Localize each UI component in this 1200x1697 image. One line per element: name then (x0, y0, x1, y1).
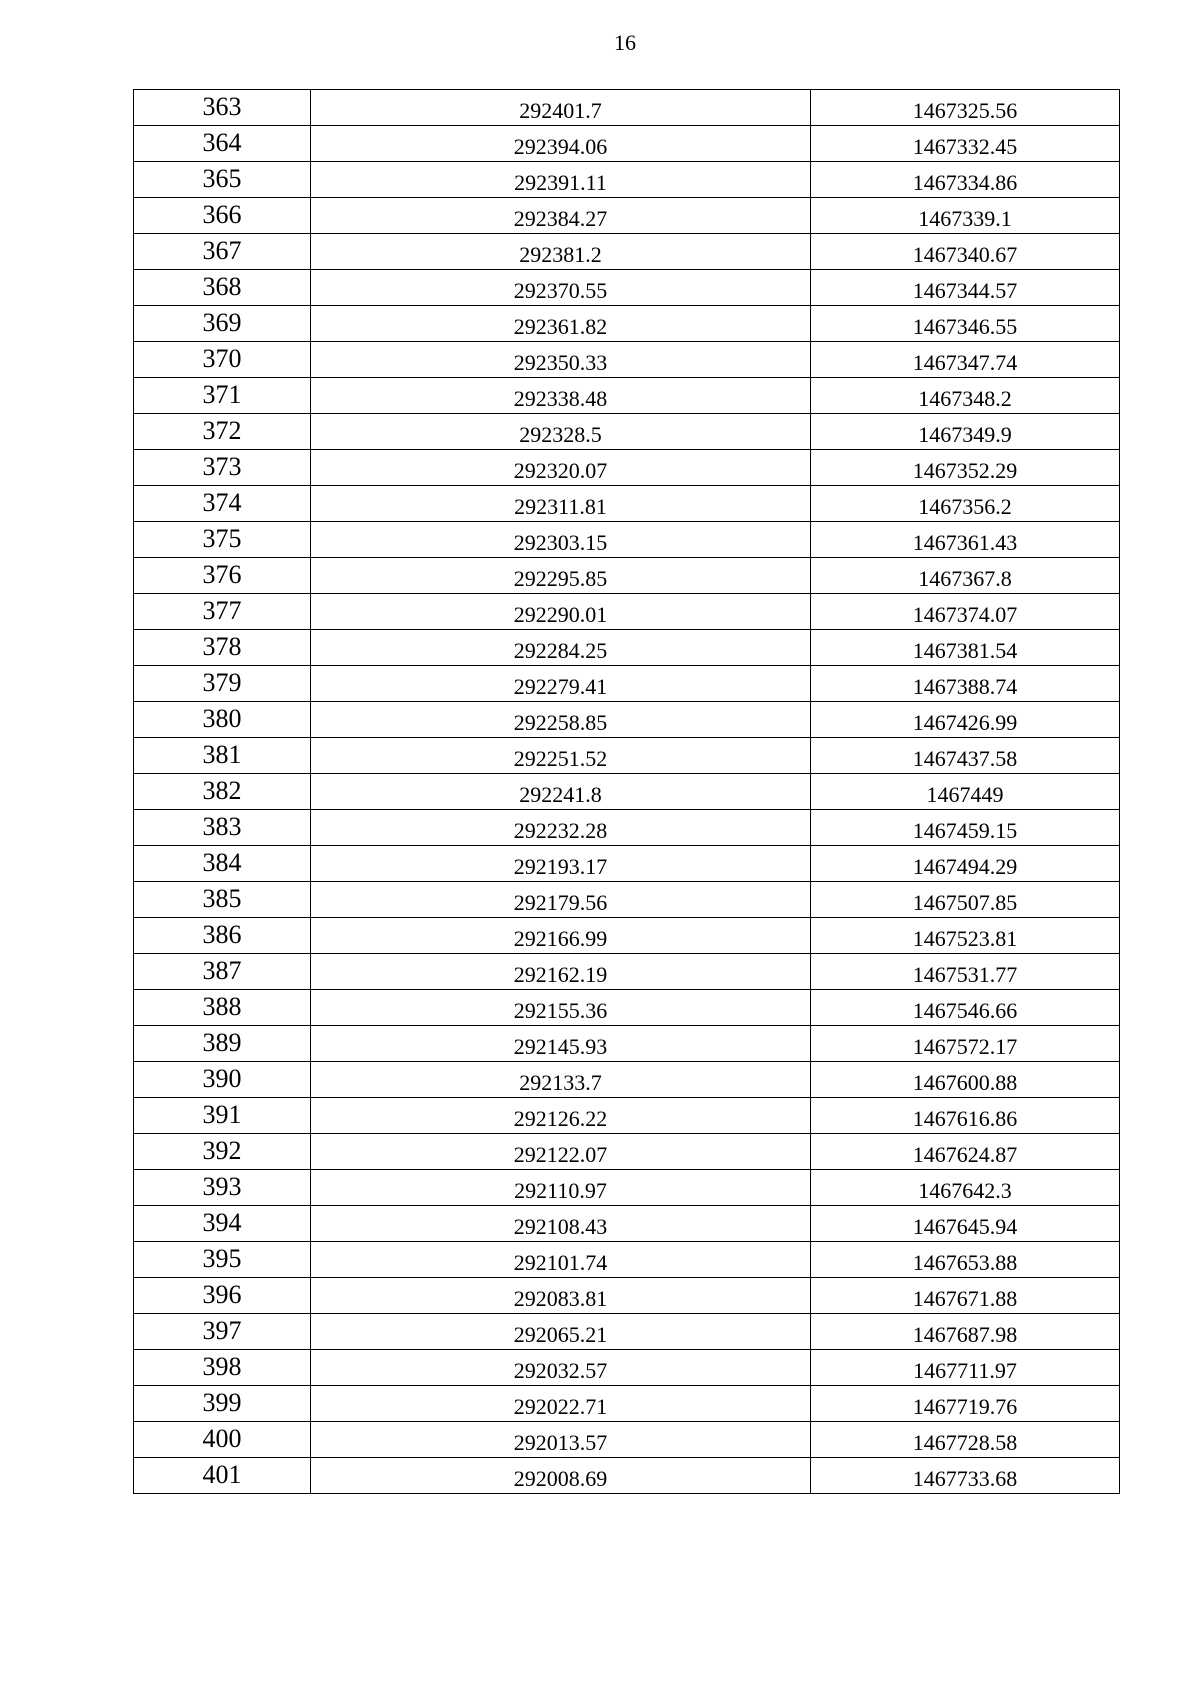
table-row (134, 1026, 1120, 1062)
x-coordinate-cell: 292251.52 (311, 738, 811, 774)
point-number-cell: 398 (134, 1350, 311, 1386)
point-number-cell: 365 (134, 162, 311, 198)
x-coordinate-cell: 292290.01 (311, 594, 811, 630)
point-number-cell: 368 (134, 270, 311, 306)
point-number-cell: 401 (134, 1458, 311, 1494)
y-coordinate-cell: 1467642.3 (811, 1170, 1120, 1206)
x-coordinate-cell: 292384.27 (311, 198, 811, 234)
table-row (134, 774, 1120, 810)
point-number-cell: 379 (134, 666, 311, 702)
point-number-cell: 382 (134, 774, 311, 810)
coordinates-table-body (134, 90, 1120, 1494)
x-coordinate-cell: 292179.56 (311, 882, 811, 918)
x-coordinate-cell: 292008.69 (311, 1458, 811, 1494)
table-row (134, 882, 1120, 918)
y-coordinate-cell: 1467352.29 (811, 450, 1120, 486)
y-coordinate-cell: 1467653.88 (811, 1242, 1120, 1278)
table-row (134, 666, 1120, 702)
x-coordinate-cell: 292108.43 (311, 1206, 811, 1242)
x-coordinate-cell: 292145.93 (311, 1026, 811, 1062)
x-coordinate-cell: 292133.7 (311, 1062, 811, 1098)
point-number-cell: 376 (134, 558, 311, 594)
y-coordinate-cell: 1467616.86 (811, 1098, 1120, 1134)
point-number-cell: 388 (134, 990, 311, 1026)
x-coordinate-cell: 292350.33 (311, 342, 811, 378)
x-coordinate-cell: 292162.19 (311, 954, 811, 990)
point-number-cell: 372 (134, 414, 311, 450)
y-coordinate-cell: 1467546.66 (811, 990, 1120, 1026)
y-coordinate-cell: 1467381.54 (811, 630, 1120, 666)
point-number-cell: 391 (134, 1098, 311, 1134)
table-row (134, 990, 1120, 1026)
point-number-cell: 392 (134, 1134, 311, 1170)
x-coordinate-cell: 292032.57 (311, 1350, 811, 1386)
x-coordinate-cell: 292303.15 (311, 522, 811, 558)
point-number-cell: 363 (134, 90, 311, 126)
table-row (134, 1422, 1120, 1458)
table-row (134, 198, 1120, 234)
page-number: 16 (614, 30, 636, 55)
x-coordinate-cell: 292295.85 (311, 558, 811, 594)
table-row (134, 810, 1120, 846)
x-coordinate-cell: 292193.17 (311, 846, 811, 882)
point-number-cell: 367 (134, 234, 311, 270)
point-number-cell: 378 (134, 630, 311, 666)
x-coordinate-cell: 292013.57 (311, 1422, 811, 1458)
y-coordinate-cell: 1467388.74 (811, 666, 1120, 702)
point-number-cell: 383 (134, 810, 311, 846)
y-coordinate-cell: 1467339.1 (811, 198, 1120, 234)
y-coordinate-cell: 1467437.58 (811, 738, 1120, 774)
point-number-cell: 369 (134, 306, 311, 342)
y-coordinate-cell: 1467671.88 (811, 1278, 1120, 1314)
table-row (134, 522, 1120, 558)
point-number-cell: 393 (134, 1170, 311, 1206)
table-row (134, 162, 1120, 198)
point-number-cell: 373 (134, 450, 311, 486)
table-row (134, 918, 1120, 954)
table-row (134, 1098, 1120, 1134)
table-row (134, 1386, 1120, 1422)
table-row (134, 1206, 1120, 1242)
y-coordinate-cell: 1467719.76 (811, 1386, 1120, 1422)
x-coordinate-cell: 292361.82 (311, 306, 811, 342)
x-coordinate-cell: 292083.81 (311, 1278, 811, 1314)
x-coordinate-cell: 292328.5 (311, 414, 811, 450)
x-coordinate-cell: 292311.81 (311, 486, 811, 522)
y-coordinate-cell: 1467334.86 (811, 162, 1120, 198)
y-coordinate-cell: 1467459.15 (811, 810, 1120, 846)
point-number-cell: 385 (134, 882, 311, 918)
y-coordinate-cell: 1467426.99 (811, 702, 1120, 738)
x-coordinate-cell: 292258.85 (311, 702, 811, 738)
x-coordinate-cell: 292110.97 (311, 1170, 811, 1206)
y-coordinate-cell: 1467531.77 (811, 954, 1120, 990)
x-coordinate-cell: 292391.11 (311, 162, 811, 198)
y-coordinate-cell: 1467348.2 (811, 378, 1120, 414)
x-coordinate-cell: 292284.25 (311, 630, 811, 666)
table-row (134, 414, 1120, 450)
y-coordinate-cell: 1467507.85 (811, 882, 1120, 918)
point-number-cell: 384 (134, 846, 311, 882)
table-row (134, 90, 1120, 126)
y-coordinate-cell: 1467349.9 (811, 414, 1120, 450)
point-number-cell: 387 (134, 954, 311, 990)
table-row (134, 1278, 1120, 1314)
point-number-cell: 395 (134, 1242, 311, 1278)
y-coordinate-cell: 1467332.45 (811, 126, 1120, 162)
y-coordinate-cell: 1467367.8 (811, 558, 1120, 594)
y-coordinate-cell: 1467344.57 (811, 270, 1120, 306)
table-row (134, 1314, 1120, 1350)
table-row (134, 558, 1120, 594)
coordinates-table (133, 89, 1120, 1494)
x-coordinate-cell: 292155.36 (311, 990, 811, 1026)
table-row (134, 1350, 1120, 1386)
point-number-cell: 389 (134, 1026, 311, 1062)
x-coordinate-cell: 292241.8 (311, 774, 811, 810)
table-row (134, 306, 1120, 342)
point-number-cell: 374 (134, 486, 311, 522)
table-row (134, 450, 1120, 486)
y-coordinate-cell: 1467645.94 (811, 1206, 1120, 1242)
table-row (134, 126, 1120, 162)
y-coordinate-cell: 1467361.43 (811, 522, 1120, 558)
y-coordinate-cell: 1467687.98 (811, 1314, 1120, 1350)
point-number-cell: 370 (134, 342, 311, 378)
point-number-cell: 400 (134, 1422, 311, 1458)
x-coordinate-cell: 292381.2 (311, 234, 811, 270)
x-coordinate-cell: 292232.28 (311, 810, 811, 846)
x-coordinate-cell: 292370.55 (311, 270, 811, 306)
table-row (134, 342, 1120, 378)
y-coordinate-cell: 1467711.97 (811, 1350, 1120, 1386)
table-row (134, 486, 1120, 522)
point-number-cell: 364 (134, 126, 311, 162)
point-number-cell: 377 (134, 594, 311, 630)
x-coordinate-cell: 292338.48 (311, 378, 811, 414)
point-number-cell: 371 (134, 378, 311, 414)
point-number-cell: 399 (134, 1386, 311, 1422)
table-row (134, 234, 1120, 270)
point-number-cell: 396 (134, 1278, 311, 1314)
y-coordinate-cell: 1467347.74 (811, 342, 1120, 378)
y-coordinate-cell: 1467523.81 (811, 918, 1120, 954)
table-row (134, 954, 1120, 990)
point-number-cell: 394 (134, 1206, 311, 1242)
point-number-cell: 366 (134, 198, 311, 234)
x-coordinate-cell: 292166.99 (311, 918, 811, 954)
y-coordinate-cell: 1467572.17 (811, 1026, 1120, 1062)
x-coordinate-cell: 292065.21 (311, 1314, 811, 1350)
y-coordinate-cell: 1467494.29 (811, 846, 1120, 882)
table-row (134, 846, 1120, 882)
y-coordinate-cell: 1467624.87 (811, 1134, 1120, 1170)
table-row (134, 630, 1120, 666)
table-row (134, 378, 1120, 414)
table-row (134, 270, 1120, 306)
table-row (134, 1242, 1120, 1278)
point-number-cell: 386 (134, 918, 311, 954)
x-coordinate-cell: 292401.7 (311, 90, 811, 126)
point-number-cell: 381 (134, 738, 311, 774)
point-number-cell: 375 (134, 522, 311, 558)
point-number-cell: 390 (134, 1062, 311, 1098)
y-coordinate-cell: 1467346.55 (811, 306, 1120, 342)
y-coordinate-cell: 1467733.68 (811, 1458, 1120, 1494)
y-coordinate-cell: 1467449 (811, 774, 1120, 810)
table-row (134, 1062, 1120, 1098)
point-number-cell: 397 (134, 1314, 311, 1350)
x-coordinate-cell: 292101.74 (311, 1242, 811, 1278)
table-row (134, 738, 1120, 774)
x-coordinate-cell: 292126.22 (311, 1098, 811, 1134)
x-coordinate-cell: 292320.07 (311, 450, 811, 486)
y-coordinate-cell: 1467325.56 (811, 90, 1120, 126)
y-coordinate-cell: 1467374.07 (811, 594, 1120, 630)
x-coordinate-cell: 292122.07 (311, 1134, 811, 1170)
y-coordinate-cell: 1467600.88 (811, 1062, 1120, 1098)
y-coordinate-cell: 1467356.2 (811, 486, 1120, 522)
x-coordinate-cell: 292022.71 (311, 1386, 811, 1422)
point-number-cell: 380 (134, 702, 311, 738)
table-row (134, 1134, 1120, 1170)
y-coordinate-cell: 1467728.58 (811, 1422, 1120, 1458)
table-row (134, 594, 1120, 630)
table-row (134, 1458, 1120, 1494)
y-coordinate-cell: 1467340.67 (811, 234, 1120, 270)
table-row (134, 1170, 1120, 1206)
x-coordinate-cell: 292394.06 (311, 126, 811, 162)
table-row (134, 702, 1120, 738)
x-coordinate-cell: 292279.41 (311, 666, 811, 702)
